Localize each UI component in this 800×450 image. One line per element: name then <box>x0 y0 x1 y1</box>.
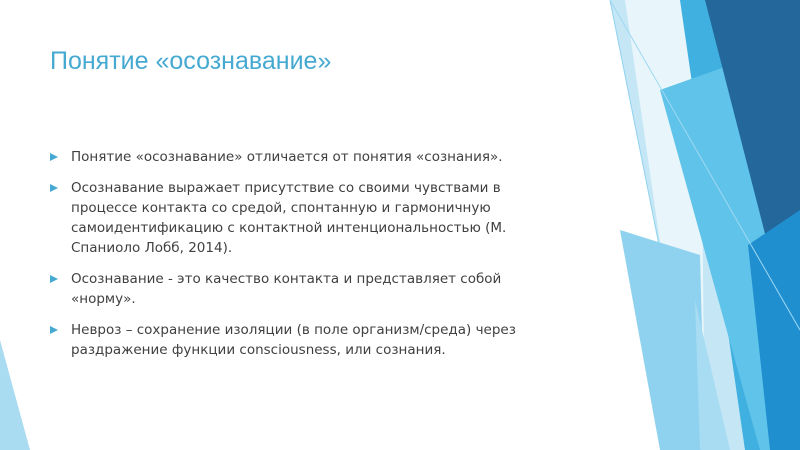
bullet-text: Осознавание выражает присутствие со своими чувствами в процессе контакта со средой, спонтанную и гармоничную самоидентификацию с контактной интенциональностью (М. Спаниоло Лобб, 2014). <box>71 180 507 256</box>
bullet-item <box>50 320 570 360</box>
bullet-arrow-icon <box>50 326 58 334</box>
bullet-item <box>50 269 570 309</box>
bullet-arrow-icon <box>50 184 58 192</box>
bullet-text: Невроз – сохранение изоляции (в поле организм/среда) через раздражение функции consciousness, или сознания. <box>71 322 516 358</box>
slide-title: Понятие «осознавание» <box>50 47 332 75</box>
bullet-item <box>50 147 570 167</box>
bullet-arrow-icon <box>50 275 58 283</box>
bullet-list <box>50 147 570 371</box>
bullet-text: Осознавание - это качество контакта и представляет собой «норму». <box>71 271 502 307</box>
decor-left-sliver <box>0 340 30 450</box>
bullet-text: Понятие «осознавание» отличается от понятия «сознания». <box>71 149 503 165</box>
bullet-arrow-icon <box>50 153 58 161</box>
bullet-item <box>50 178 570 258</box>
